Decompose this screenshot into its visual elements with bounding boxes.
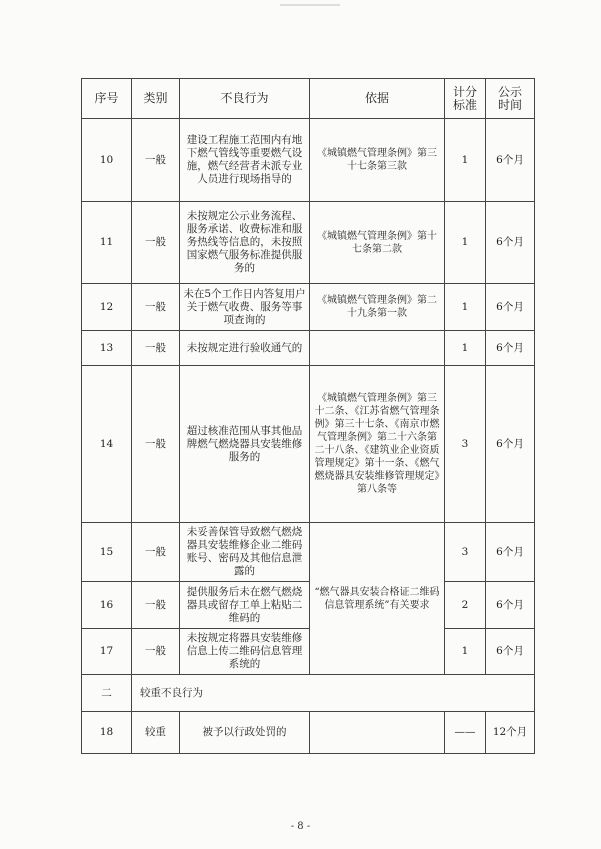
section-title: 较重不良行为 <box>132 675 535 712</box>
row-no: 17 <box>82 629 132 675</box>
row-no: 18 <box>82 712 132 754</box>
table-row <box>82 629 535 675</box>
table-row <box>82 523 535 582</box>
table-row <box>82 331 535 366</box>
row-behavior: 未按规定进行验收通气的 <box>180 331 310 366</box>
row-category: 一般 <box>132 202 180 284</box>
row-behavior: 未妥善保管导致燃气燃烧器具安装维修企业二维码账号、密码及其他信息泄露的 <box>180 523 310 582</box>
header-basis: 依据 <box>310 79 445 119</box>
row-category: 一般 <box>132 582 180 629</box>
row-period: 6个月 <box>486 582 535 629</box>
row-score: 3 <box>445 523 486 582</box>
row-behavior: 未按规定公示业务流程、服务承诺、收费标准和服务热线等信息的，未按照国家燃气服务标准提供服务的 <box>180 202 310 284</box>
row-category: 一般 <box>132 119 180 202</box>
scan-artifact <box>280 4 340 6</box>
row-score: 1 <box>445 202 486 284</box>
row-category: 一般 <box>132 331 180 366</box>
header-behavior: 不良行为 <box>180 79 310 119</box>
row-behavior: 被予以行政处罚的 <box>180 712 310 754</box>
row-category: 一般 <box>132 284 180 331</box>
table-row <box>82 712 535 754</box>
header-period: 公示 时间 <box>486 79 535 119</box>
bad-behavior-table <box>81 78 535 754</box>
row-basis: 《城镇燃气管理条例》第二十九条第一款 <box>310 284 445 331</box>
row-basis <box>310 712 445 754</box>
row-no: 15 <box>82 523 132 582</box>
row-no: 14 <box>82 366 132 523</box>
table-row <box>82 366 535 523</box>
row-behavior: 建设工程施工范围内有地下燃气管线等重要燃气设施，燃气经营者未派专业人员进行现场指导的 <box>180 119 310 202</box>
row-no: 13 <box>82 331 132 366</box>
row-score: 2 <box>445 582 486 629</box>
row-behavior: 超过核准范围从事其他品牌燃气燃烧器具安装维修服务的 <box>180 366 310 523</box>
row-behavior: 未在5个工作日内答复用户关于燃气收费、服务等事项查询的 <box>180 284 310 331</box>
row-basis: 《城镇燃气管理条例》第三十二条、《江苏省燃气管理条例》第三十七条、《南京市燃气管理条例》第二十六条第二十八条、《建筑业企业资质管理规定》第十一条、《燃气燃烧器具安装维修管理规定》第八条等 <box>310 366 445 523</box>
header-no: 序号 <box>82 79 132 119</box>
header-score: 计分 标准 <box>445 79 486 119</box>
row-period: 12个月 <box>486 712 535 754</box>
header-category: 类别 <box>132 79 180 119</box>
table-row <box>82 582 535 629</box>
shared-basis: “燃气器具安装合格证二维码信息管理系统”有关要求 <box>310 523 445 675</box>
row-basis: 《城镇燃气管理条例》第十七条第二款 <box>310 202 445 284</box>
row-basis <box>310 331 445 366</box>
row-score: 1 <box>445 629 486 675</box>
row-behavior: 未按规定将器具安装维修信息上传二维码信息管理系统的 <box>180 629 310 675</box>
row-score: 1 <box>445 284 486 331</box>
row-no: 10 <box>82 119 132 202</box>
row-period: 6个月 <box>486 629 535 675</box>
row-period: 6个月 <box>486 119 535 202</box>
row-behavior: 提供服务后未在燃气燃烧器具或留存工单上粘贴二维码的 <box>180 582 310 629</box>
row-period: 6个月 <box>486 202 535 284</box>
table-row <box>82 284 535 331</box>
row-score: —— <box>445 712 486 754</box>
table-row <box>82 119 535 202</box>
row-period: 6个月 <box>486 523 535 582</box>
row-score: 1 <box>445 119 486 202</box>
row-score: 3 <box>445 366 486 523</box>
row-category: 一般 <box>132 629 180 675</box>
row-category: 较重 <box>132 712 180 754</box>
row-category: 一般 <box>132 366 180 523</box>
row-period: 6个月 <box>486 331 535 366</box>
row-no: 12 <box>82 284 132 331</box>
table-header-row <box>82 79 535 119</box>
row-basis: 《城镇燃气管理条例》第三十七条第三款 <box>310 119 445 202</box>
section-number: 二 <box>82 675 132 712</box>
row-no: 16 <box>82 582 132 629</box>
row-no: 11 <box>82 202 132 284</box>
row-period: 6个月 <box>486 284 535 331</box>
page-number: - 8 - <box>290 821 311 832</box>
row-period: 6个月 <box>486 366 535 523</box>
row-score: 1 <box>445 331 486 366</box>
table-row <box>82 202 535 284</box>
section-row <box>82 675 535 712</box>
row-category: 一般 <box>132 523 180 582</box>
